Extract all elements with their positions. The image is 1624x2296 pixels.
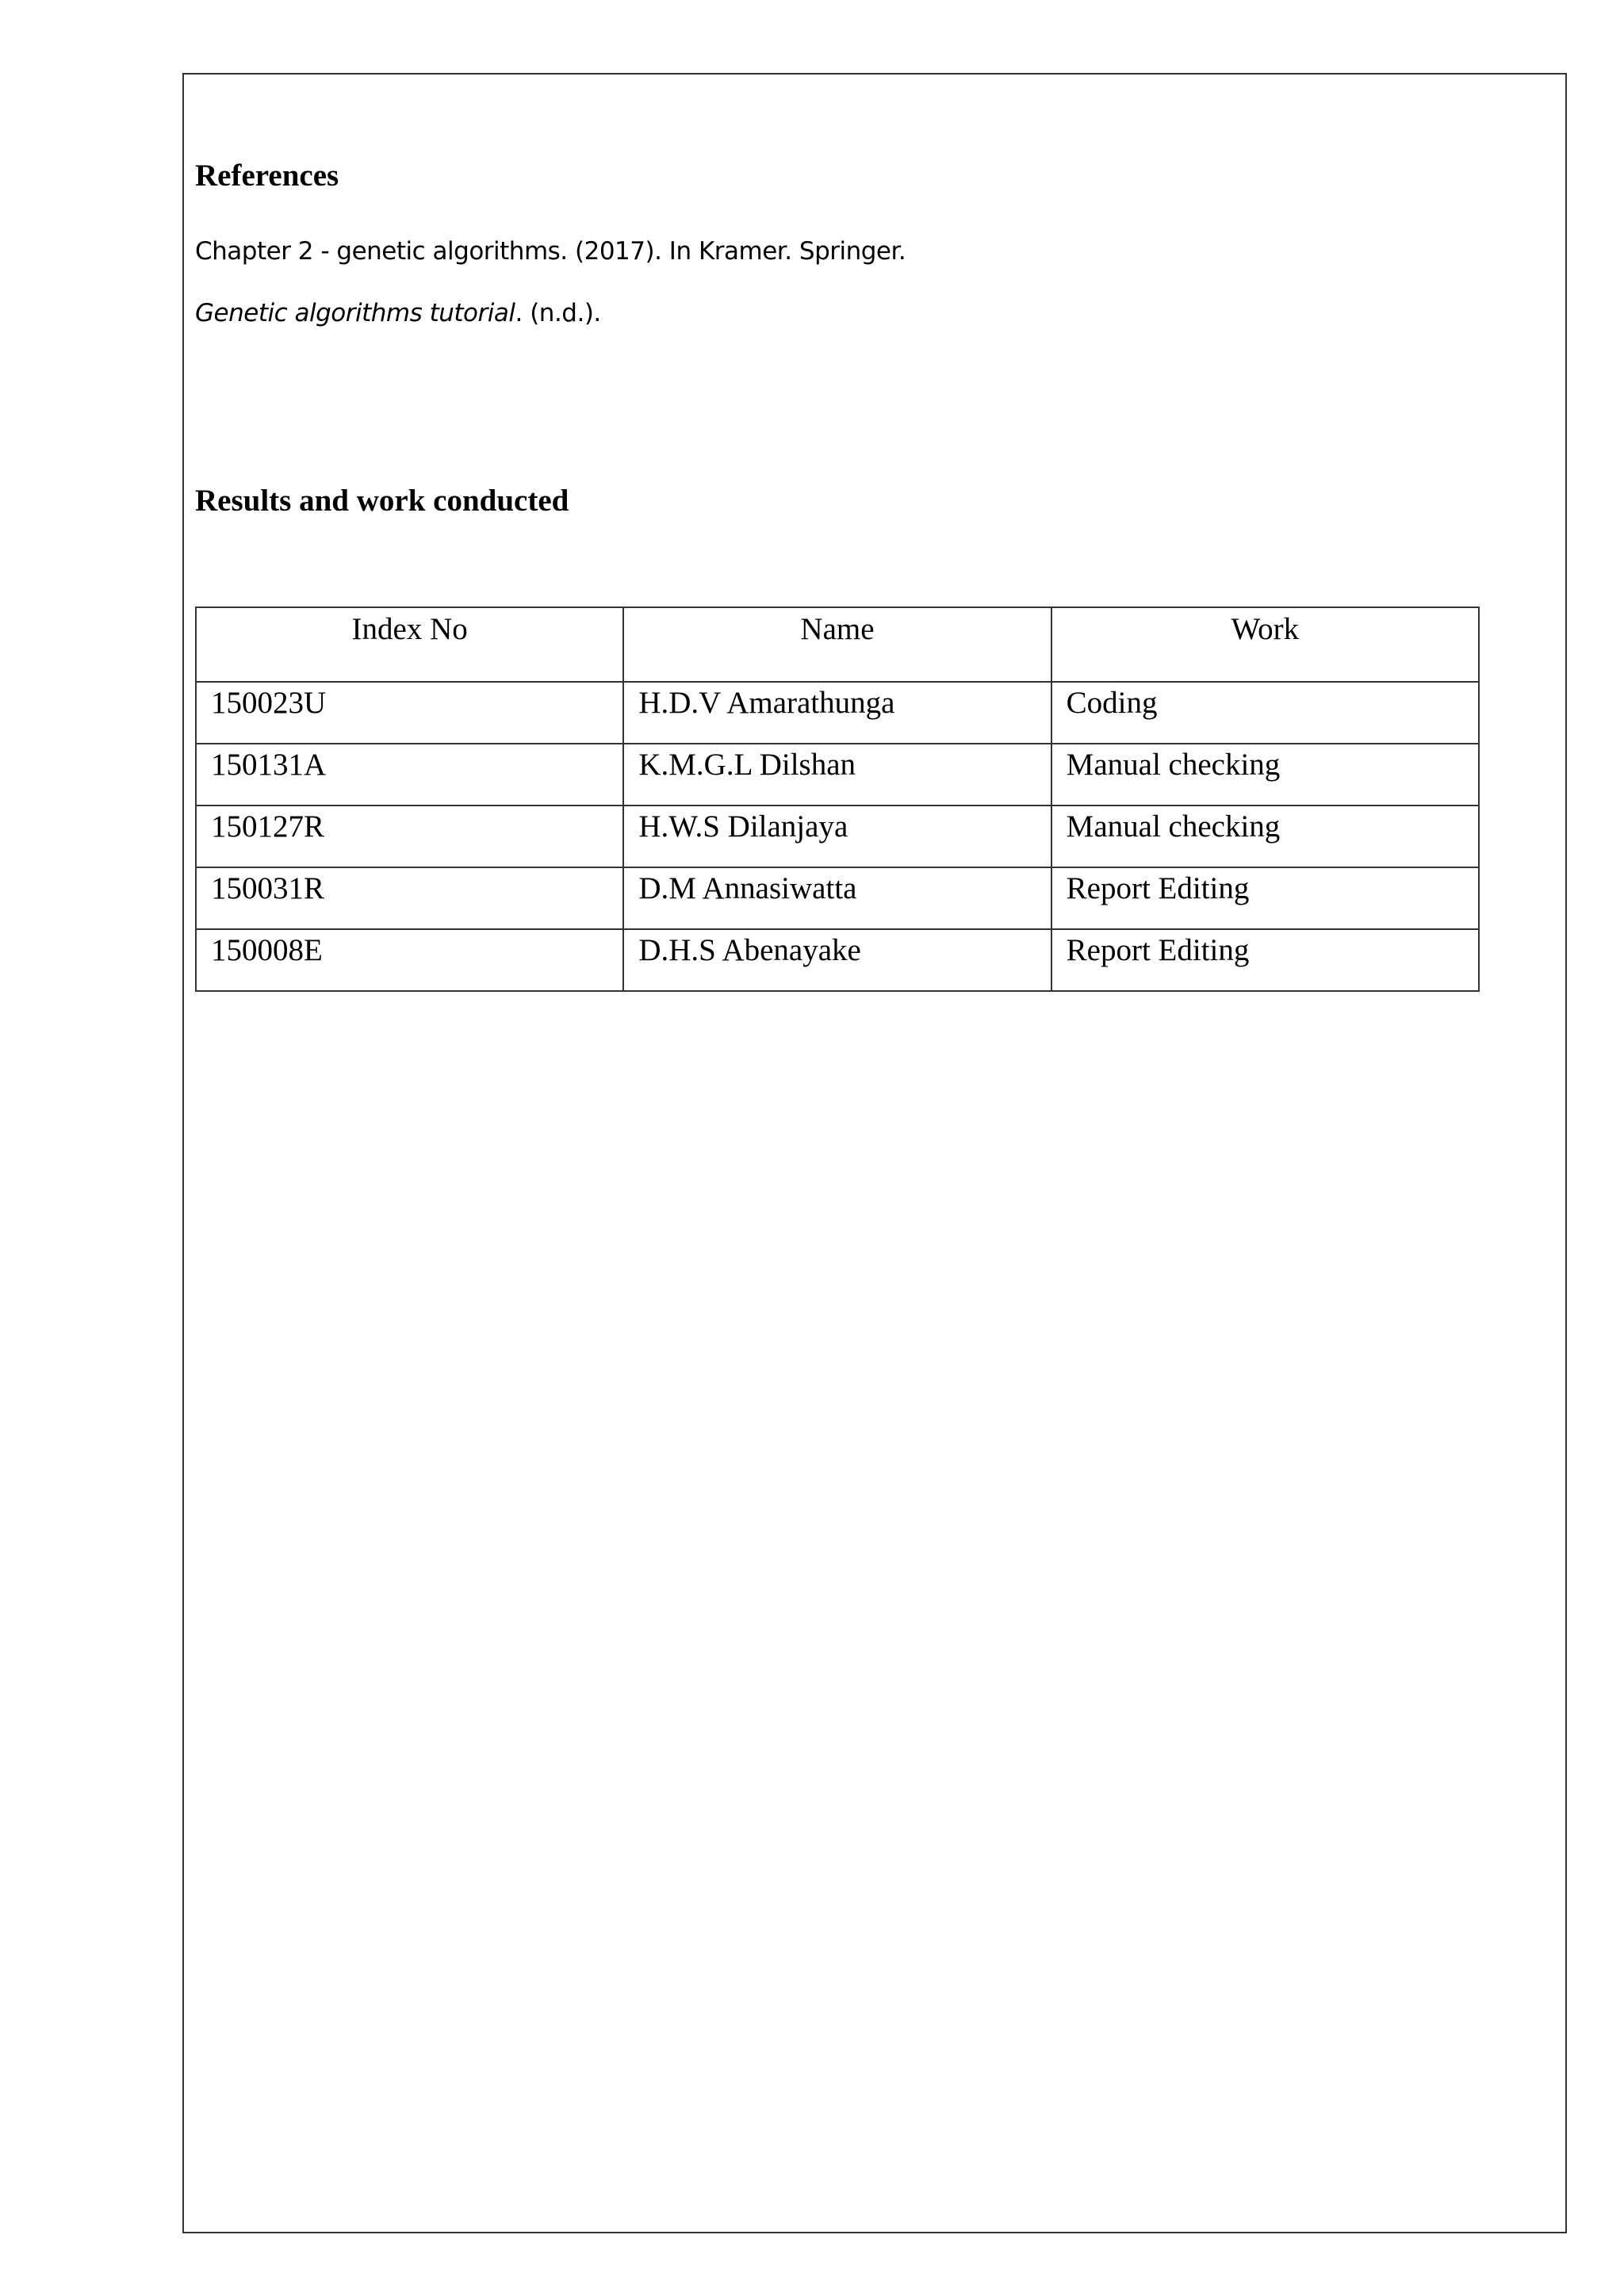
reference-entry xyxy=(195,239,906,264)
work-table xyxy=(195,607,1480,992)
cell-name: D.M Annasiwatta xyxy=(623,867,1051,929)
cell-work: Manual checking xyxy=(1051,806,1479,867)
cell-work: Manual checking xyxy=(1051,744,1479,806)
cell-work: Report Editing xyxy=(1051,929,1479,991)
cell-work: Report Editing xyxy=(1051,867,1479,929)
cell-index-no: 150023U xyxy=(196,682,623,744)
cell-index-no: 150131A xyxy=(196,744,623,806)
table-row xyxy=(196,744,1479,806)
table-header-row xyxy=(196,607,1479,682)
cell-name: K.M.G.L Dilshan xyxy=(623,744,1051,806)
cell-name: H.W.S Dilanjaya xyxy=(623,806,1051,867)
table-row xyxy=(196,929,1479,991)
reference-text: Chapter 2 - genetic algorithms. (2017). In Kramer. Springer. xyxy=(195,237,906,266)
references-heading: References xyxy=(195,159,339,193)
page-border xyxy=(182,73,1567,2233)
table-row xyxy=(196,682,1479,744)
column-header-work: Work xyxy=(1051,607,1479,682)
cell-name: D.H.S Abenayake xyxy=(623,929,1051,991)
cell-name: H.D.V Amarathunga xyxy=(623,682,1051,744)
cell-index-no: 150031R xyxy=(196,867,623,929)
cell-index-no: 150127R xyxy=(196,806,623,867)
table-row xyxy=(196,806,1479,867)
table-row xyxy=(196,867,1479,929)
column-header-name: Name xyxy=(623,607,1051,682)
reference-entry xyxy=(195,301,601,326)
column-header-index-no: Index No xyxy=(196,607,623,682)
reference-text: . (n.d.). xyxy=(515,299,601,327)
cell-work: Coding xyxy=(1051,682,1479,744)
results-heading: Results and work conducted xyxy=(195,484,569,518)
reference-title: Genetic algorithms tutorial xyxy=(195,299,515,327)
cell-index-no: 150008E xyxy=(196,929,623,991)
